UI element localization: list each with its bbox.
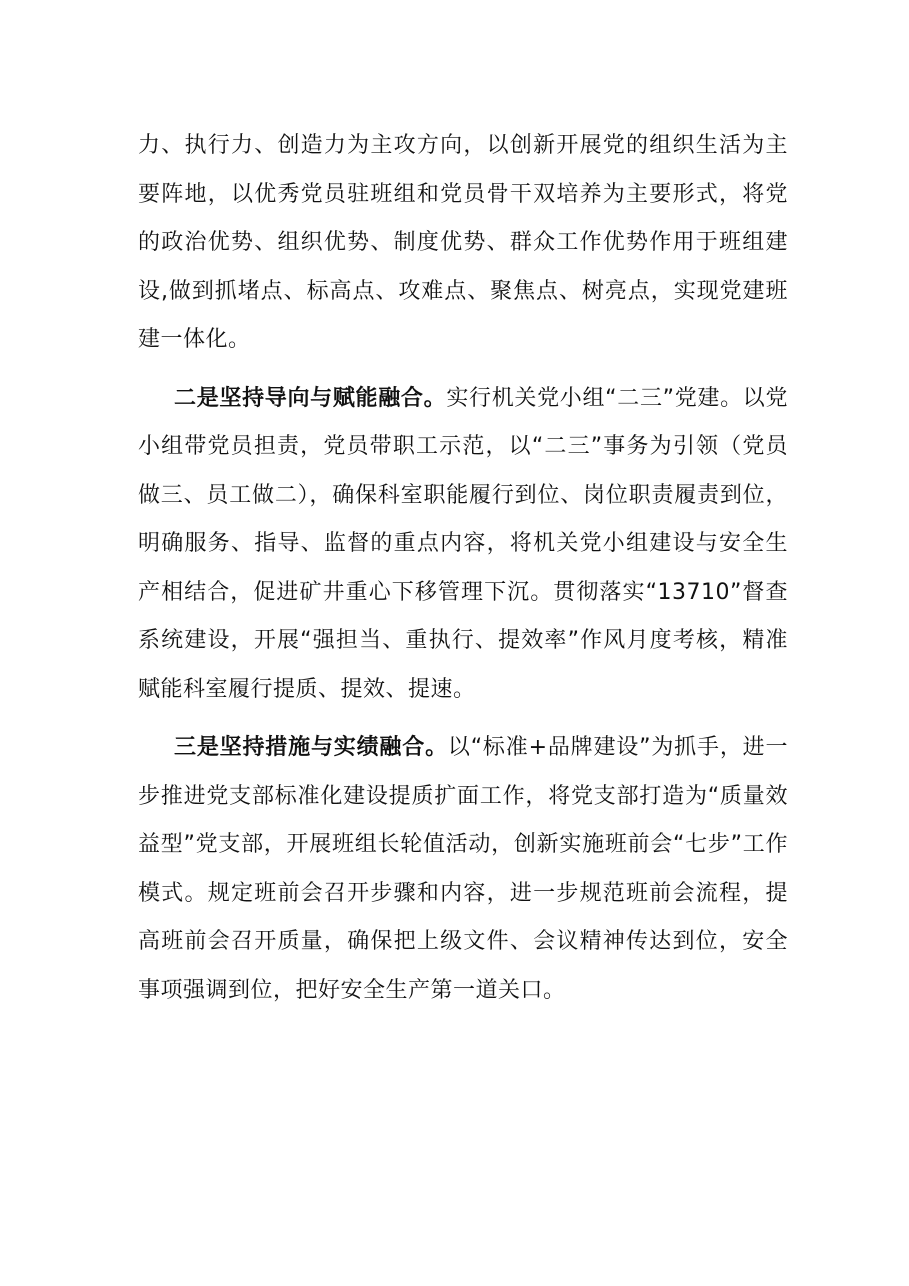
paragraph-measures-results: [138, 724, 788, 1015]
paragraph-lead-heading: 二是坚持导向与赋能融合。: [174, 385, 447, 411]
paragraph-lead-heading: 三是坚持措施与实绩融合。: [174, 735, 448, 760]
paragraph-guidance-empowerment: [138, 375, 788, 715]
paragraph-text: 实行机关党小组“二三”党建。以党小组带党员担责，党员带职工示范，以“二三”事务为引领（党员做三、员工做二），确保科室职能履行到位、岗位职责履责到位，明确服务、指导、监督的重点内容，将机关党小组建设与安全生产相结合，促进矿井重心下移管理下沉。贯彻落实“13710”督查系统建设，开展“强担当、重执行、提效率”作风月度考核，精准赋能科室履行提质、提效、提速。: [138, 385, 788, 702]
paragraph-text: 力、执行力、创造力为主攻方向，以创新开展党的组织生活为主要阵地，以优秀党员驻班组和党员骨干双培养为主要形式，将党的政治优势、组织优势、制度优势、群众工作优势作用于班组建设,做到抓堵点、标高点、攻难点、聚焦点、树亮点，实现党建班建一体化。: [138, 133, 788, 352]
document-body: [138, 122, 788, 1015]
paragraph-continuation: [138, 122, 788, 365]
paragraph-text: 以“标准+品牌建设”为抓手，进一步推进党支部标准化建设提质扩面工作，将党支部打造为“质量效益型”党支部，开展班组长轮值活动，创新实施班前会“七步”工作模式。规定班前会召开步骤和内容，进一步规范班前会流程，提高班前会召开质量，确保把上级文件、会议精神传达到位，安全事项强调到位，把好安全生产第一道关口。: [138, 735, 788, 1003]
paragraph-gap: [138, 365, 788, 375]
paragraph-gap: [138, 714, 788, 724]
